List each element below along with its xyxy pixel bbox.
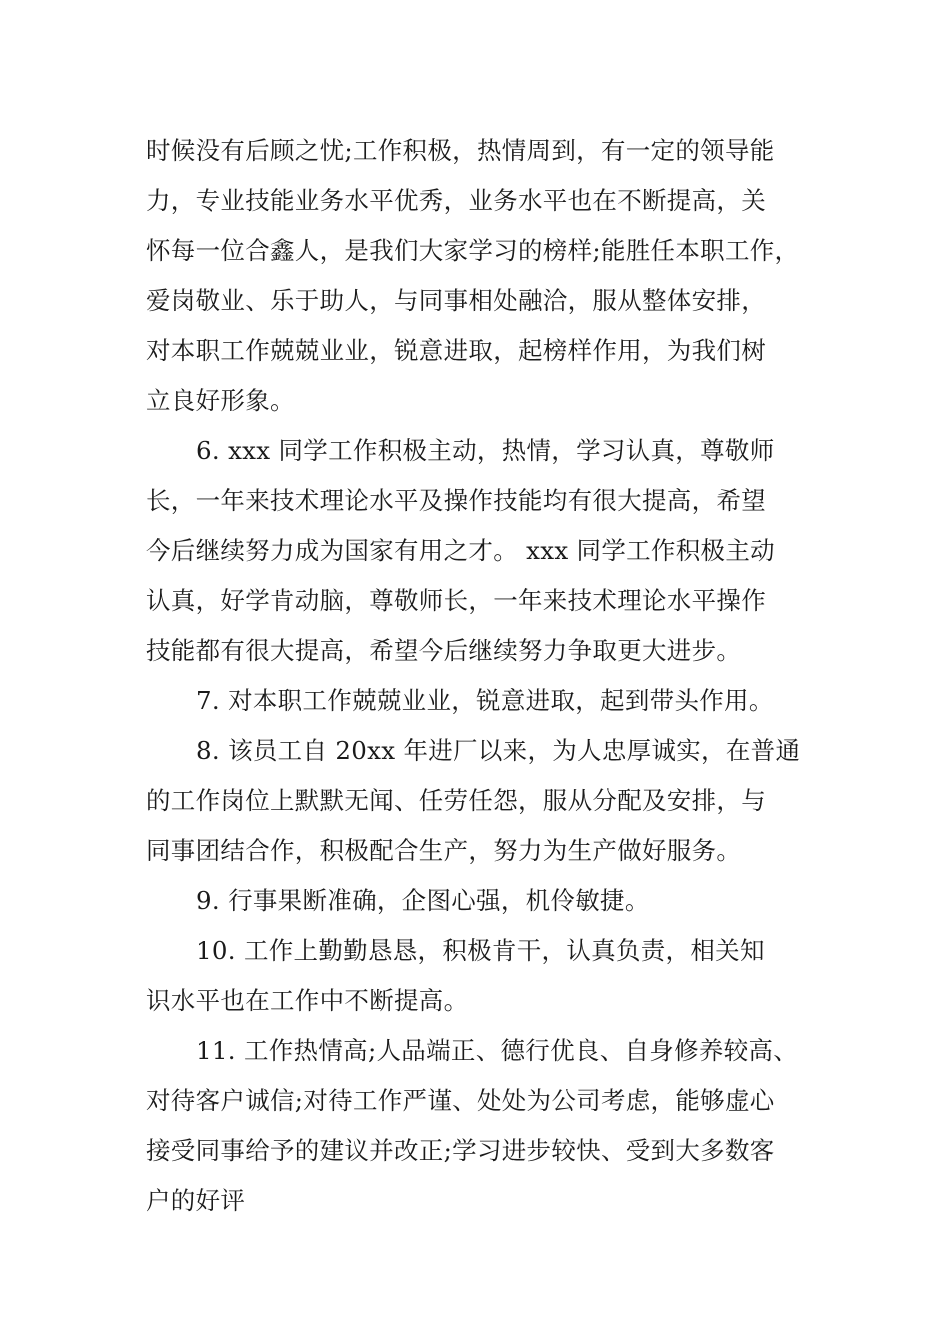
text-line: 8. 该员工自 20xx 年进厂以来，为人忠厚诚实，在普通 <box>196 736 801 765</box>
text-line: 对待客户诚信;对待工作严谨、处处为公司考虑，能够虚心 <box>146 1086 775 1115</box>
text-line: 户的好评 <box>146 1186 246 1215</box>
text-line: 9. 行事果断准确，企图心强，机伶敏捷。 <box>196 886 650 915</box>
text-line: 的工作岗位上默默无闻、任劳任怨，服从分配及安排，与 <box>146 786 766 815</box>
text-line: 技能都有很大提高，希望今后继续努力争取更大进步。 <box>146 636 742 665</box>
text-line: 11. 工作热情高;人品端正、德行优良、自身修养较高、 <box>196 1036 799 1065</box>
text-line: 怀每一位合鑫人，是我们大家学习的榜样;能胜任本职工作， <box>146 236 800 265</box>
text-line: 时候没有后顾之忧;工作积极，热情周到，有一定的领导能 <box>146 136 775 165</box>
text-line: 识水平也在工作中不断提高。 <box>146 986 469 1015</box>
text-line: 对本职工作兢兢业业，锐意进取，起榜样作用，为我们树 <box>146 336 766 365</box>
text-line: 接受同事给予的建议并改正;学习进步较快、受到大多数客 <box>146 1136 775 1165</box>
text-line: 10. 工作上勤勤恳恳，积极肯干，认真负责，相关知 <box>196 936 765 965</box>
text-line: 立良好形象。 <box>146 386 295 415</box>
text-line: 同事团结合作，积极配合生产，努力为生产做好服务。 <box>146 836 742 865</box>
text-line: 7. 对本职工作兢兢业业，锐意进取，起到带头作用。 <box>196 686 774 715</box>
text-line: 力，专业技能业务水平优秀，业务水平也在不断提高，关 <box>146 186 766 215</box>
text-line: 爱岗敬业、乐于助人，与同事相处融洽，服从整体安排， <box>146 286 766 315</box>
text-line: 认真，好学肯动脑，尊敬师长，一年来技术理论水平操作 <box>146 586 766 615</box>
text-line: 今后继续努力成为国家有用之才。 xxx 同学工作积极主动 <box>146 536 775 565</box>
text-line: 6. xxx 同学工作积极主动，热情，学习认真，尊敬师 <box>196 436 775 465</box>
text-line: 长，一年来技术理论水平及操作技能均有很大提高，希望 <box>146 486 766 515</box>
